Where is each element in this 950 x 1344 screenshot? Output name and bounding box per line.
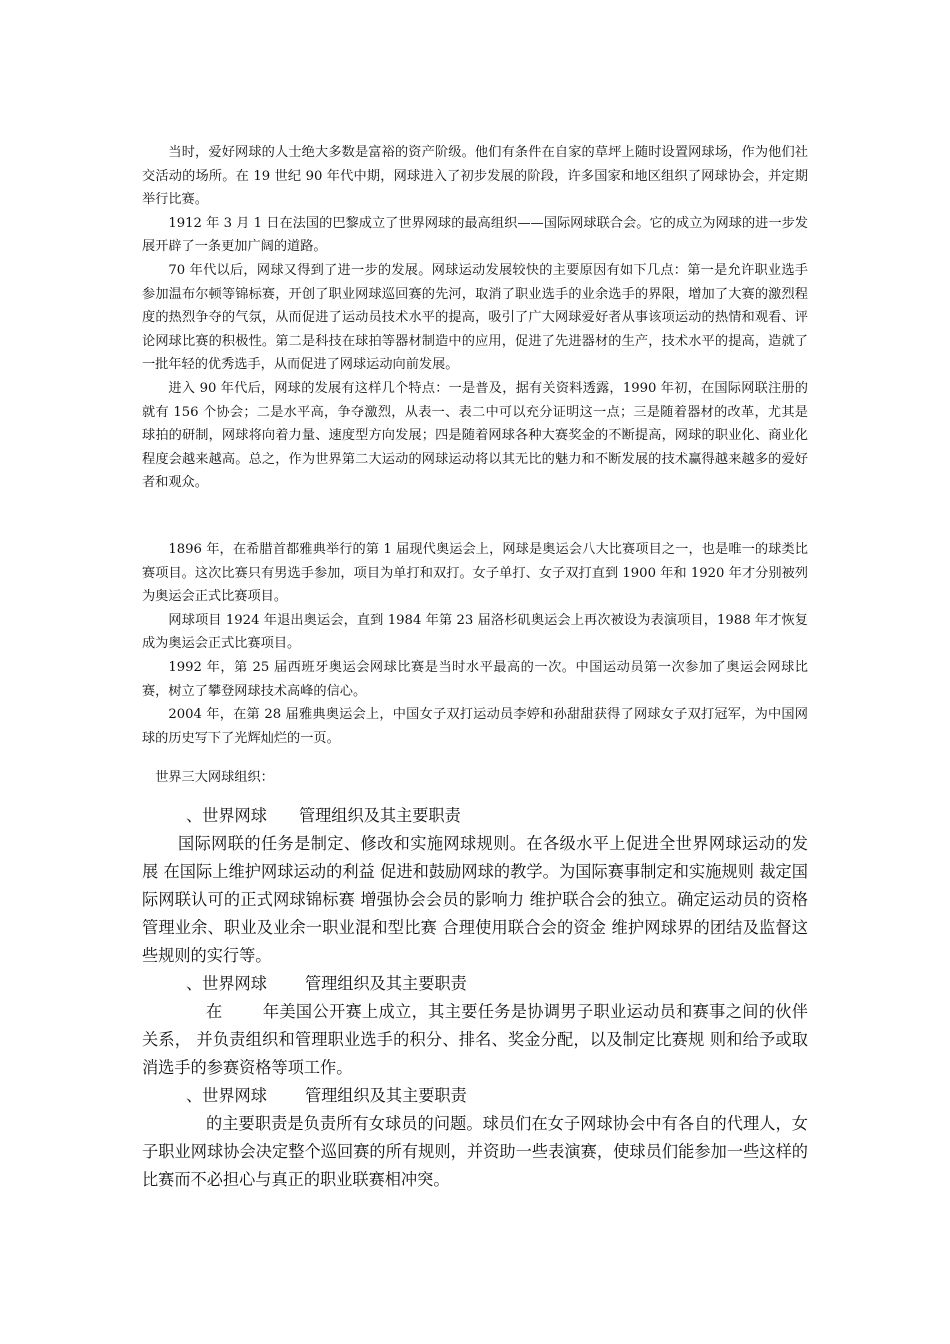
paragraph: 1912 年 3 月 1 日在法国的巴黎成立了世界网球的最高组织——国际网球联合会。它的成立为网球的进一步发展开辟了一条更加广阔的道路。 [142, 215, 808, 255]
orgs-heading: 世界三大网球组织： [155, 770, 274, 785]
paragraph: 70 年代以后，网球又得到了进一步的发展。网球运动发展较快的主要原因有如下几点：第一是允许职业选手参加温布尔顿等锦标赛，开创了职业网球巡回赛的先河，取消了职业选手的业余选手的界限，增加了大赛的激烈程度的热烈争夺的气氛，从而促进了运动员技术水平的提高，吸引了广大网球爱好者从事该项运动的热情和观看、评论网球比赛的积极性。第二是科技在球拍等器材制造中的应用，促进了先进器材的生产，技术水平的提高，造就了一批年轻的优秀选手，从而促进了网球运动向前发展。 [142, 262, 808, 373]
org-body: 国际网联的任务是制定、修改和实施网球规则。在各级水平上促进全世界网球运动的发展 在国际上维护网球运动的利益 促进和鼓励网球的教学。为国际赛事制定和实施规则 裁定国际网联认可的正式网球锦标赛 增强协会会员的影响力 维护联合会的独立。确定运动员的资格 管理业余、职业及业余一职业混和型比赛 合理使用联合会的资金 维护网球界的团结及监督这些规则的实行等。 [142, 834, 808, 965]
org-title: 、世界网球 管理组织及其主要职责 [186, 806, 461, 825]
org-body: 的主要职责是负责所有女球员的问题。球员们在女子网球协会中有各自的代理人，女子职业网球协会决定整个巡回赛的所有规则，并资助一些表演赛，使球员们能参加一些这样的比赛而不必担心与真正的职业联赛相冲突。 [142, 1114, 808, 1189]
history-section [142, 141, 808, 495]
org-body: 在 年美国公开赛上成立，其主要任务是协调男子职业运动员和赛事之间的伙伴关系， 并负责组织和管理职业选手的积分、排名、奖金分配，以及制定比赛规 则和给予或取消选手的参赛资格等项工作。 [142, 1002, 808, 1077]
orgs-section [142, 802, 808, 1194]
paragraph: 1896 年，在希腊首都雅典举行的第 1 届现代奥运会上，网球是奥运会八大比赛项目之一，也是唯一的球类比赛项目。这次比赛只有男选手参加，项目为单打和双打。女子单打、女子双打直到 1900 年和 1920 年才分别被列为奥运会正式比赛项目。 [142, 542, 808, 605]
paragraph: 当时，爱好网球的人士绝大多数是富裕的资产阶级。他们有条件在自家的草坪上随时设置网球场，作为他们社交活动的场所。在 19 世纪 90 年代中期，网球进入了初步发展的阶段，许多国家和地区组织了网球协会，并定期举行比赛。 [142, 145, 808, 208]
paragraph: 进入 90 年代后，网球的发展有这样几个特点：一是普及，据有关资料透露，1990 年初，在国际网联注册的就有 156 个协会；二是水平高，争夺激烈，从表一、表二中可以充分证明这一点；三是随着器材的改革，尤其是球拍的研制，网球将向着力量、速度型方向发展；四是随着网球各种大赛奖金的不断提高，网球的职业化、商业化程度会越来越高。总之，作为世界第二大运动的网球运动将以其无比的魅力和不断发展的技术赢得越来越多的爱好者和观众。 [142, 380, 808, 491]
olympics-section [142, 538, 808, 750]
org-title: 、世界网球 管理组织及其主要职责 [186, 1086, 467, 1105]
paragraph: 1992 年，第 25 届西班牙奥运会网球比赛是当时水平最高的一次。中国运动员第一次参加了奥运会网球比赛，树立了攀登网球技术高峰的信心。 [142, 659, 808, 699]
paragraph: 网球项目 1924 年退出奥运会，直到 1984 年第 23 届洛杉矶奥运会上再次被设为表演项目，1988 年才恢复成为奥运会正式比赛项目。 [142, 612, 808, 652]
org-title: 、世界网球 管理组织及其主要职责 [186, 974, 467, 993]
paragraph: 2004 年，在第 28 届雅典奥运会上，中国女子双打运动员李婷和孙甜甜获得了网球女子双打冠军，为中国网球的历史写下了光辉灿烂的一页。 [142, 707, 808, 746]
